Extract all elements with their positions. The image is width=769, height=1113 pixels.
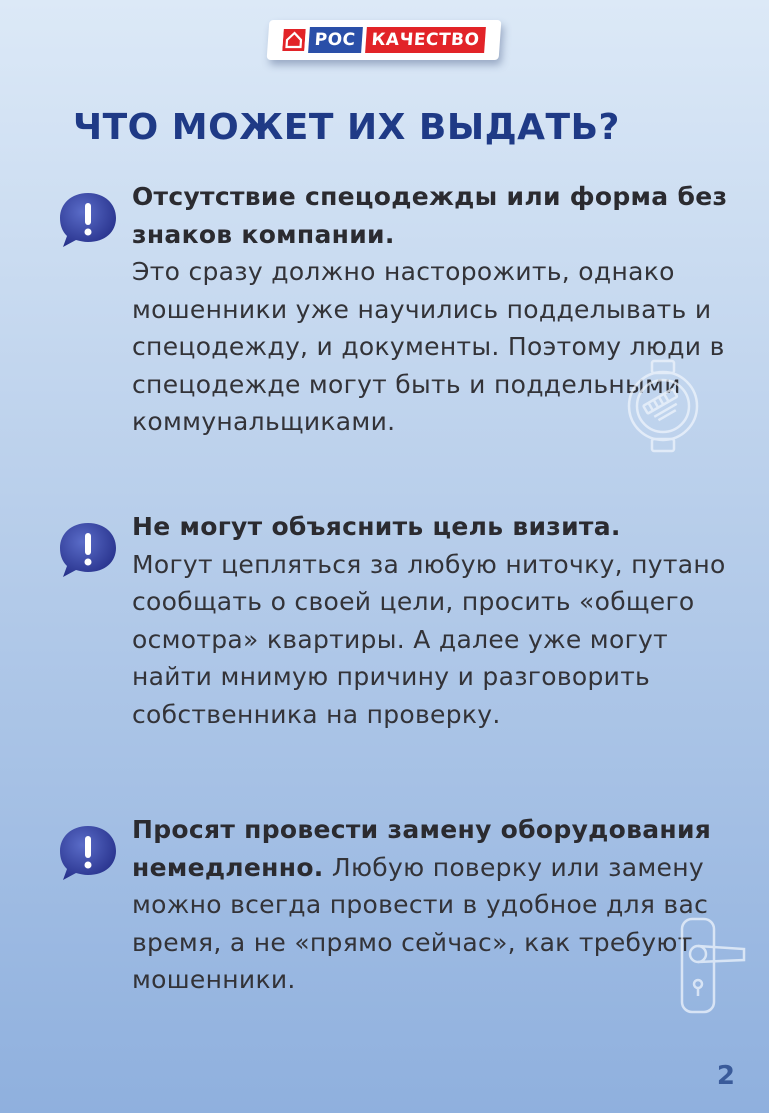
warning-body-2: Могут цепляться за любую ниточку, путано сообщать о своей цели, просить «общего осмотра» квартиры. А далее уже могут найти мнимую причину и разговорить собственника на проверку.: [132, 549, 726, 729]
page-title: ЧТО МОЖЕТ ИХ ВЫДАТЬ?: [73, 107, 620, 148]
warning-body-1: Это сразу должно насторожить, однако мошенники уже научились подделывать и спецодежду, и документы. Поэтому люди в спецодежде могут быть и поддельными коммунальщиками.: [132, 257, 725, 436]
exclamation-bubble-icon: [57, 520, 119, 580]
warning-heading-3: Просят провести замену оборудования немедленно.: [132, 815, 712, 882]
warning-heading-1: Отсутствие спецодежды или форма без знаков компании.: [132, 182, 728, 249]
logo-text-kachestvo: КАЧЕСТВО: [365, 27, 487, 53]
exclamation-bubble-icon: [57, 190, 119, 250]
logo-text-ros: РОС: [308, 27, 363, 53]
water-meter-icon: [622, 358, 704, 454]
warning-body-3: Любую поверку или замену можно всегда провести в удобное для вас время, а не «прямо сейчас», как требуют мошенники.: [132, 852, 709, 994]
house-logo-icon: [282, 29, 306, 51]
page-number: 2: [716, 1061, 735, 1091]
roskachestvo-logo: [267, 20, 502, 60]
warning-text-2: [132, 508, 752, 733]
warning-text-3: [132, 811, 752, 999]
door-handle-icon: [678, 916, 750, 1016]
exclamation-bubble-icon: [57, 823, 119, 883]
warning-heading-2: Не могут объяснить цель визита.: [132, 512, 621, 541]
